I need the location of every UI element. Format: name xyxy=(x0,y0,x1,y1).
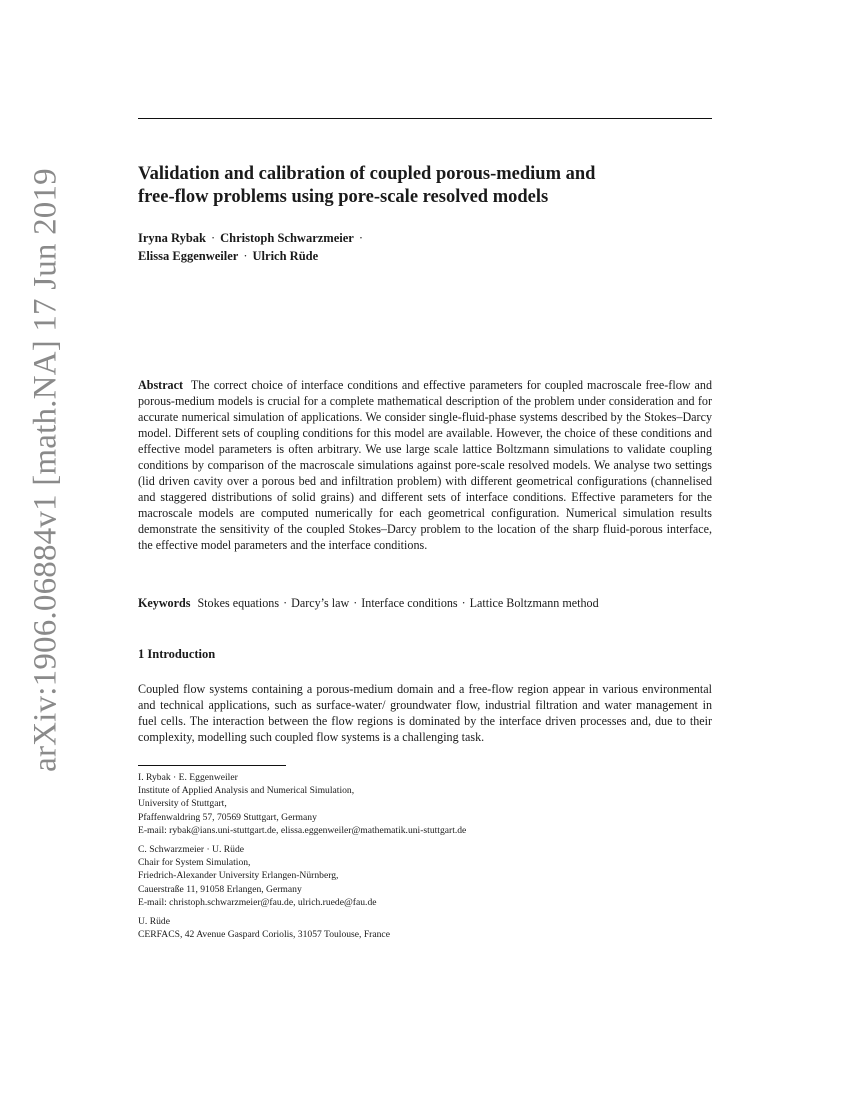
top-rule xyxy=(138,118,712,119)
affiliations xyxy=(138,771,712,947)
author-list xyxy=(138,229,698,265)
affiliation-block xyxy=(138,843,712,909)
affiliation-line: Chair for System Simulation, xyxy=(138,857,251,869)
keyword-separator: · xyxy=(353,596,358,610)
keyword: Darcy’s law xyxy=(291,596,350,610)
abstract-text: The correct choice of interface conditions and effective parameters for coupled macroscale free-flow and porous-medium models is crucial for a complete mathematical description of the problem under consideration and for accurate numerical simulation of applications. We consider single-fluid-phase systems described by the Stokes–Darcy model. Different sets of coupling conditions for this model are available. However, the choice of these conditions and effective model parameters is often arbitrary. We use large scale lattice Boltzmann simulations to validate coupling conditions by comparison of the macroscale simulations against pore-scale resolved models. We analyse two settings (lid driven cavity over a porous bed and infiltration problem) with different geometrical configurations (channelised and staggered distributions of solid grains) and different sets of interface conditions. Effective parameters for the macroscale models are computed numerically for each geometrical configuration. Numerical simulation results demonstrate the sensitivity of the coupled Stokes–Darcy problem to the location of the sharp fluid-porous interface, the effective model parameters and the interface conditions. xyxy=(138,378,712,552)
affiliation-line: C. Schwarzmeier · U. Rüde xyxy=(138,844,245,856)
affiliation-line: Pfaffenwaldring 57, 70569 Stuttgart, Germany xyxy=(138,811,317,823)
footnote-rule xyxy=(138,765,286,766)
abstract-label: Abstract xyxy=(138,378,184,392)
section-title: Introduction xyxy=(147,647,216,661)
affiliation-line: Institute of Applied Analysis and Numerical Simulation, xyxy=(138,785,355,797)
abstract xyxy=(138,377,712,553)
affiliation-email: E-mail: christoph.schwarzmeier@fau.de, ulrich.ruede@fau.de xyxy=(138,896,377,908)
keyword: Lattice Boltzmann method xyxy=(469,596,599,610)
author-name: Christoph Schwarzmeier xyxy=(220,231,354,245)
title-line-2: free-flow problems using pore-scale resolved models xyxy=(138,187,549,207)
section-heading-introduction xyxy=(138,647,215,662)
keyword-separator: · xyxy=(461,596,466,610)
affiliation-line: Friedrich-Alexander University Erlangen-Nürnberg, xyxy=(138,870,339,882)
affiliation-line: U. Rüde xyxy=(138,916,170,928)
section-number: 1 xyxy=(138,647,145,661)
author-separator: · xyxy=(210,231,216,245)
affiliation-line: Cauerstraße 11, 91058 Erlangen, Germany xyxy=(138,883,302,895)
paper-title xyxy=(138,163,718,209)
affiliation-line: University of Stuttgart, xyxy=(138,798,227,810)
author-name: Ulrich Rüde xyxy=(252,249,319,263)
affiliation-line: CERFACS, 42 Avenue Gaspard Coriolis, 31057 Toulouse, France xyxy=(138,929,390,941)
keyword: Interface conditions xyxy=(361,596,458,610)
title-line-1: Validation and calibration of coupled porous-medium and xyxy=(138,164,596,184)
affiliation-block xyxy=(138,915,712,941)
keywords-label: Keywords xyxy=(138,596,191,610)
author-separator: · xyxy=(243,249,248,263)
affiliation-line: I. Rybak · E. Eggenweiler xyxy=(138,772,238,783)
author-separator: · xyxy=(358,231,363,245)
affiliation-block xyxy=(138,771,712,837)
introduction-paragraph: Coupled flow systems containing a porous-medium domain and a free-flow region appear in various environmental and technical applications, such as surface-water/ groundwater flow, industrial filtration and water management in fuel cells. The interaction between the flow regions is dominated by the interface driven processes and, due to their complexity, modelling such coupled flow systems is a challenging task. xyxy=(138,682,712,744)
author-name: Elissa Eggenweiler xyxy=(138,249,239,263)
keywords xyxy=(138,595,712,611)
arxiv-identifier-stamp: arXiv:1906.06884v1 [math.NA] 17 Jun 2019 xyxy=(27,168,64,772)
keyword-separator: · xyxy=(283,596,288,610)
keyword: Stokes equations xyxy=(197,596,280,610)
author-name: Iryna Rybak xyxy=(138,231,206,245)
affiliation-email: E-mail: rybak@ians.uni-stuttgart.de, elissa.eggenweiler@mathematik.uni-stuttgart.de xyxy=(138,824,467,836)
